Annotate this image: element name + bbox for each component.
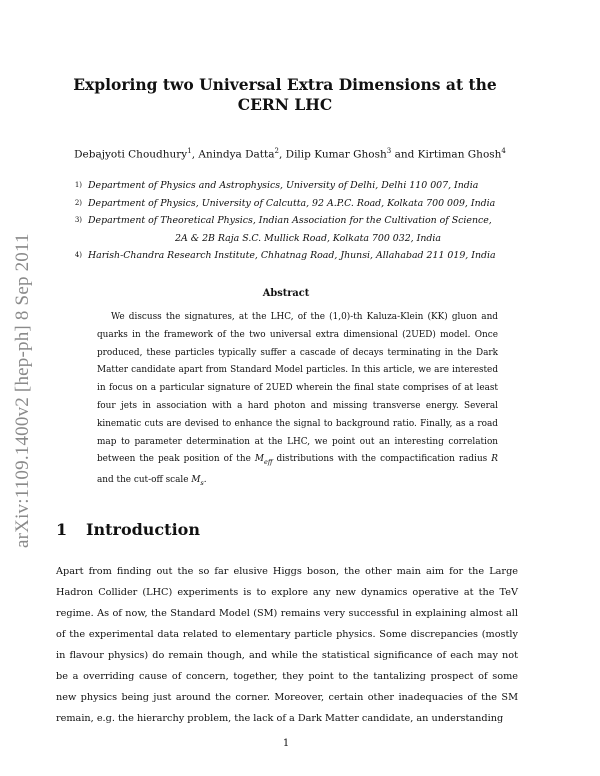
affiliation-text: Department of Theoretical Physics, Indian Association for the Cultivation of Science, — [88, 215, 492, 226]
ms-subscript: s — [200, 478, 204, 487]
abstract-text: distributions with the compactification radius — [272, 454, 492, 465]
affiliation — [52, 247, 528, 265]
affiliation-number: 2) — [74, 198, 82, 207]
affiliation-number: 1) — [74, 181, 82, 189]
affiliation-text: Department of Physics and Astrophysics, University of Delhi, Delhi 110 007, India — [88, 180, 479, 191]
author-separator: and — [391, 148, 418, 161]
affiliation — [52, 177, 528, 195]
abstract-heading: Abstract — [262, 288, 310, 299]
author-name: Kirtiman Ghosh — [417, 148, 502, 161]
affiliation-mark: 3 — [386, 147, 392, 155]
affiliation-number: 3) — [74, 216, 82, 224]
abstract-text: . — [203, 474, 207, 485]
meff-subscript: eff — [264, 458, 273, 467]
arxiv-identifier[interactable]: arXiv:1109.1400v2 [hep-ph] 8 Sep 2011 — [12, 233, 33, 548]
author-list — [60, 147, 520, 161]
affiliation-text: Department of Physics, University of Calcutta, 92 A.P.C. Road, Kolkata 700 009, India — [88, 197, 496, 209]
spacer — [52, 230, 88, 248]
meff-symbol — [254, 454, 273, 467]
affiliation-mark: 2 — [274, 147, 279, 155]
author-separator: , — [191, 148, 199, 161]
affiliation — [52, 212, 528, 230]
affiliation-number: 4) — [74, 251, 82, 259]
author-name: Debajyoti Choudhury — [74, 148, 188, 161]
affiliation-text: 2A & 2B Raja S.C. Mullick Road, Kolkata 700 032, India — [175, 232, 441, 244]
ms-symbol — [191, 475, 203, 485]
introduction-paragraph: Apart from finding out the so far elusive Higgs boson, the other main aim for the Large Hadron Collider (LHC) experiments is to explore any new dynamics operative at the TeV regime. As of now, the Standard Model (SM) remains very successful in explaining almost all of the experimental data related to elementary particle physics. Some discrepancies (mostly in flavour physics) do remain though, and while the statistical significance of each may not be a overriding cause of concern, together, they point to the tantalizing prospect of some new physics being just around the corner. Moreover, certain other inadequacies of the SM remain, e.g. the hierarchy problem, the lack of a Dark Matter candidate, an understanding — [56, 566, 518, 724]
affiliation-continuation — [52, 230, 528, 248]
abstract-body — [97, 309, 498, 493]
abstract-text: and the cut-off scale — [97, 474, 192, 485]
section-number: 1 — [56, 520, 68, 539]
affiliation-mark: 4 — [501, 147, 506, 155]
author-separator: , — [278, 148, 286, 161]
section-title: Introduction — [86, 520, 200, 539]
paper-title: Exploring two Universal Extra Dimensions at the CERN LHC — [73, 75, 497, 114]
affiliation-list — [52, 177, 528, 265]
ms-base: M — [191, 474, 201, 485]
affiliation-mark: 1 — [187, 147, 192, 155]
meff-base: M — [254, 454, 264, 465]
abstract-text: We discuss the signatures, at the LHC, of the (1,0)-th Kaluza-Klein (KK) gluon and quarks in the framework of the two universal extra dimensional (2UED) model. Once produced, these particles typically suffer a cascade of decays terminating in the Dark Matter candidate apart from Standard Model particles. In this article, we are interested in focus on a particular signature of 2UED wherein the final state comprises of at least four jets in association with a hard photon and missing transverse energy. Several kinematic cuts are devised to enhance the signal to background ratio. Finally, as a road map to parameter determination at the LHC, we point out an interesting correlation between the peak position of the — [97, 312, 498, 465]
author-name: Anindya Datta — [198, 148, 275, 161]
page-number: 1 — [282, 738, 290, 749]
affiliation-text: Harish-Chandra Research Institute, Chhatnag Road, Jhunsi, Allahabad 211 019, India — [88, 250, 496, 261]
section-heading — [56, 520, 200, 539]
radius-symbol: R — [491, 454, 498, 465]
author-name: Dilip Kumar Ghosh — [285, 148, 387, 161]
affiliation — [52, 195, 528, 213]
